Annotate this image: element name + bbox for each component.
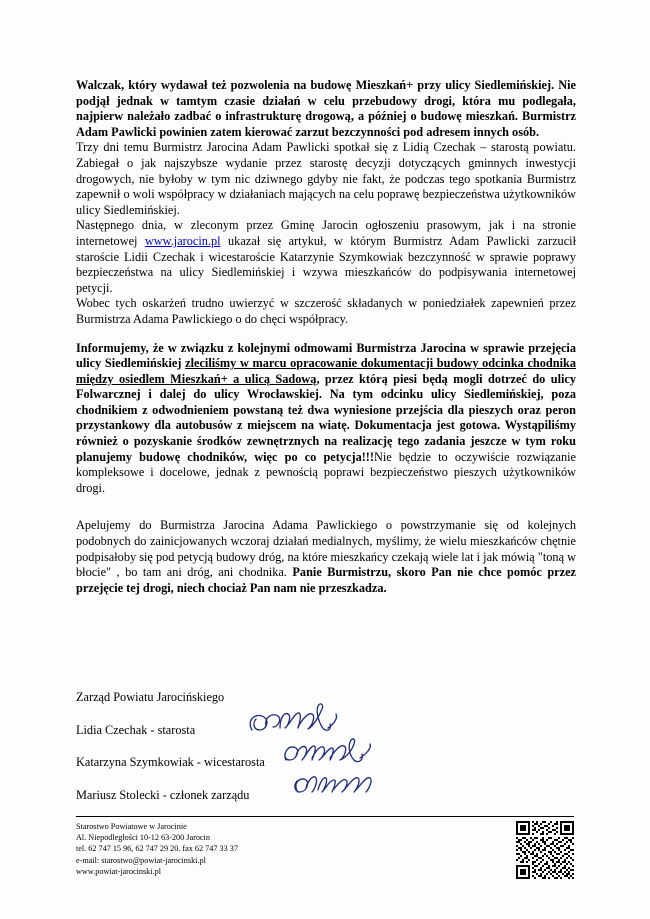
document-body [76, 78, 576, 596]
footer-line-3: tel. 62 747 15 96, 62 747 29 20. fax 62 747 33 37 [76, 844, 238, 854]
paragraph-2 [76, 140, 576, 218]
signature-person-2: Katarzyna Szymkowiak - wicestarosta [76, 755, 265, 770]
paragraph-4-text: Wobec tych oskarżeń trudno uwierzyć w szczerość składanych w poniedziałek zapewnień przez Burmistrza Adama Pawlickiego o do chęci współpracy. [76, 296, 576, 326]
paragraph-1-text: Walczak, który wydawał też pozwolenia na budowę Mieszkań+ przy ulicy Siedlemińskiej. Nie podjął jednak w tamtym czasie działań w celu przebudowy drogi, która mu podlegała, najpierw należało zadbać o infrastrukturę drogową, a później o budowę mieszkań. Burmistrz Adam Pawlicki powinien zatem kierować zarzut bezczynności pod adresem innych osób. [76, 78, 576, 139]
signature-block [76, 690, 576, 803]
paragraph-3-text-a: Następnego dnia, w zleconym przez Gminę Jarocin ogłoszeniu prasowym, jak i na stronie internetowej [76, 218, 576, 248]
footer-line-5: www.powiat-jarocinski.pl [76, 866, 161, 876]
paragraph-spacer-2 [76, 496, 576, 518]
paragraph-3 [76, 218, 576, 296]
signature-person-3: Mariusz Stolecki - członek zarządu [76, 787, 250, 802]
signature-person-1: Lidia Czechak - starosta [76, 722, 196, 737]
paragraph-2-text: Trzy dni temu Burmistrz Jarocina Adam Pawlicki spotkał się z Lidią Czechak – starostą powiatu. Zabiegał o jak najszybsze wydanie przez starostę decyzji dotyczących gminnych inwestycji drogowych, nie byłoby w tym nic dziwnego gdyby nie fakt, że podczas tego spotkania Burmistrz zapewnił o woli współpracy w działaniach mających na celu poprawę bezpieczeństwa użytkowników ulicy Siedlemińskiej. [76, 140, 576, 217]
paragraph-5-text-underlined: zleciliśmy w marcu opracowanie dokumentacji budowy odcinka chodnika między osiedlem Mieszkań+ a ulicą Sadową [76, 356, 576, 386]
qr-code-icon [516, 821, 574, 879]
document-footer [76, 816, 574, 877]
paragraph-6-text-a: Apelujemy do Burmistrza Jarocina Adama Pawlickiego o powstrzymanie się od kolejnych podobnych do zainicjowanych wczoraj działań medialnych, myślimy, że wielu mieszkańców chętnie podpisałoby się pod petycją budowy dróg, na które mieszkańcy czekają wiele lat i jak mówią "toną w błocie" , bo tam ani dróg, ani chodnika. [76, 518, 576, 580]
paragraph-6 [76, 518, 576, 596]
paragraph-1 [76, 78, 576, 140]
paragraph-5-text-c: Nie będzie to oczywiście rozwiązanie kompleksowe i docelowe, jednak z pewnością poprawi bezpieczeństwo pieszych użytkowników drogi. [76, 449, 576, 495]
footer-line-2: Al. Niepodległości 10-12 63-200 Jarocin [76, 833, 210, 843]
paragraph-3-text-b: ukazał się artykuł, w którym Burmistrz Adam Pawlicki zarzucił staroście Lidii Czechak i wicestaroście Katarzynie Szymkowiak bezczynność w sprawie poprawy bezpieczeństwa na ulicy Siedlemińskiej i wzywa mieszkańców do podpisywania internetowej petycji. [76, 233, 576, 295]
paragraph-5-text-b: , przez którą piesi będą mogli dotrzeć do ulicy Folwarcznej i dalej do ulicy Wrocławskiej. Na tym odcinku ulicy Siedlemińskiej, poza chodnikiem z odwodnieniem powstaną też dwa wyniesione przejścia dla pieszych oraz peron przystankowy dla autobusów z miejscem na wiatę. Dokumentacja jest gotowa. Wystąpiliśmy również o pozyskanie środków zewnętrznych na realizację tego zadania jeszcze w tym roku planujemy budowę chodników, więc po co petycja!!! [76, 371, 577, 464]
signature-heading: Zarząd Powiatu Jarocińskiego [76, 690, 225, 704]
footer-line-1: Starostwo Powiatowe w Jarocinie [76, 822, 187, 831]
paragraph-6-text-b: Panie Burmistrzu, skoro Pan nie chce pomóc przez przejęcie tej drogi, niech chociaż Pan nam nie przeszkadza. [76, 565, 576, 595]
paragraph-5 [76, 341, 576, 497]
footer-line-4: e-mail: starostwo@powiat-jarocinski.pl [76, 855, 206, 865]
paragraph-spacer-1 [76, 328, 576, 341]
footer-address-lines [76, 821, 496, 877]
paragraph-5-text-a: Informujemy, że w związku z kolejnymi odmowami Burmistrza Jarocina w sprawie przejęcia ulicy Siedlemińskiej [76, 340, 576, 371]
jarocin-website-link[interactable]: www.jarocin.pl [144, 233, 221, 248]
paragraph-4 [76, 296, 576, 327]
